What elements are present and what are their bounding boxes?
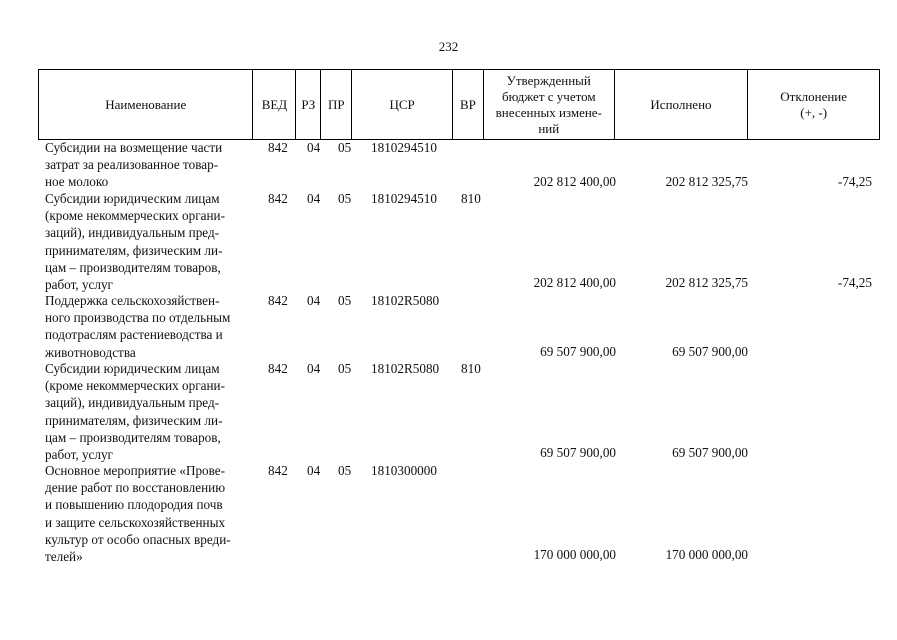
row-name: Субсидии юридическим лицам (кроме некоммерческих органи- заций), индивидуальным пред- принимателям, физическим ли- цам – производителям товаров, работ, услуг — [45, 191, 226, 293]
table-header — [38, 69, 880, 140]
header-rz: РЗ — [296, 70, 321, 139]
row-rz: 04 — [307, 361, 321, 376]
row-ved: 842 — [268, 463, 288, 478]
header-executed: Исполнено — [615, 70, 749, 139]
row-pr: 05 — [338, 191, 352, 206]
page-number: 232 — [438, 39, 459, 54]
row-ved: 842 — [268, 191, 288, 206]
row-deviation: -74,25 — [837, 275, 872, 290]
row-executed: 170 000 000,00 — [665, 547, 748, 562]
header-pr: ПР — [321, 70, 352, 139]
row-executed: 69 507 900,00 — [672, 344, 748, 359]
row-name: Основное мероприятие «Прове- дение работ по восстановлению и повышению плодородия почв и защите сельскохозяйственных культур от особо опасных вреди- телей» — [45, 463, 231, 565]
row-csr: 1810294510 — [371, 140, 437, 155]
row-name: Субсидии юридическим лицам (кроме некоммерческих органи- заций), индивидуальным пред- принимателям, физическим ли- цам – производителям товаров, работ, услуг — [45, 361, 226, 463]
row-rz: 04 — [307, 293, 321, 308]
row-rz: 04 — [307, 191, 321, 206]
row-executed: 202 812 325,75 — [665, 174, 748, 189]
row-executed: 69 507 900,00 — [672, 445, 748, 460]
header-csr: ЦСР — [352, 70, 453, 139]
row-csr: 1810300000 — [371, 463, 437, 478]
row-pr: 05 — [338, 293, 352, 308]
row-pr: 05 — [338, 463, 352, 478]
row-rz: 04 — [307, 140, 321, 155]
row-name: Субсидии на возмещение части затрат за реализованное товар- ное молоко — [45, 140, 223, 190]
row-csr: 18102R5080 — [371, 361, 440, 376]
row-pr: 05 — [338, 140, 352, 155]
row-budget: 69 507 900,00 — [540, 344, 616, 359]
row-name: Поддержка сельскохозяйствен- ного производства по отдельным подотраслям растениеводства и животноводства — [45, 293, 231, 360]
header-name: Наименование — [39, 70, 253, 139]
header-budget: Утвержденный бюджет с учетом внесенных измене- ний — [484, 70, 615, 139]
row-rz: 04 — [307, 463, 321, 478]
row-deviation: -74,25 — [837, 174, 872, 189]
row-csr: 18102R5080 — [371, 293, 440, 308]
row-vr: 810 — [461, 191, 481, 206]
row-ved: 842 — [268, 140, 288, 155]
row-ved: 842 — [268, 361, 288, 376]
row-ved: 842 — [268, 293, 288, 308]
row-budget: 202 812 400,00 — [533, 275, 616, 290]
row-budget: 202 812 400,00 — [533, 174, 616, 189]
row-csr: 1810294510 — [371, 191, 437, 206]
header-vr: ВР — [453, 70, 484, 139]
row-budget: 69 507 900,00 — [540, 445, 616, 460]
header-ved: ВЕД — [253, 70, 296, 139]
header-deviation: Отклонение (+, -) — [780, 88, 848, 120]
row-pr: 05 — [338, 361, 352, 376]
row-budget: 170 000 000,00 — [533, 547, 616, 562]
row-vr: 810 — [461, 361, 481, 376]
row-executed: 202 812 325,75 — [665, 275, 748, 290]
